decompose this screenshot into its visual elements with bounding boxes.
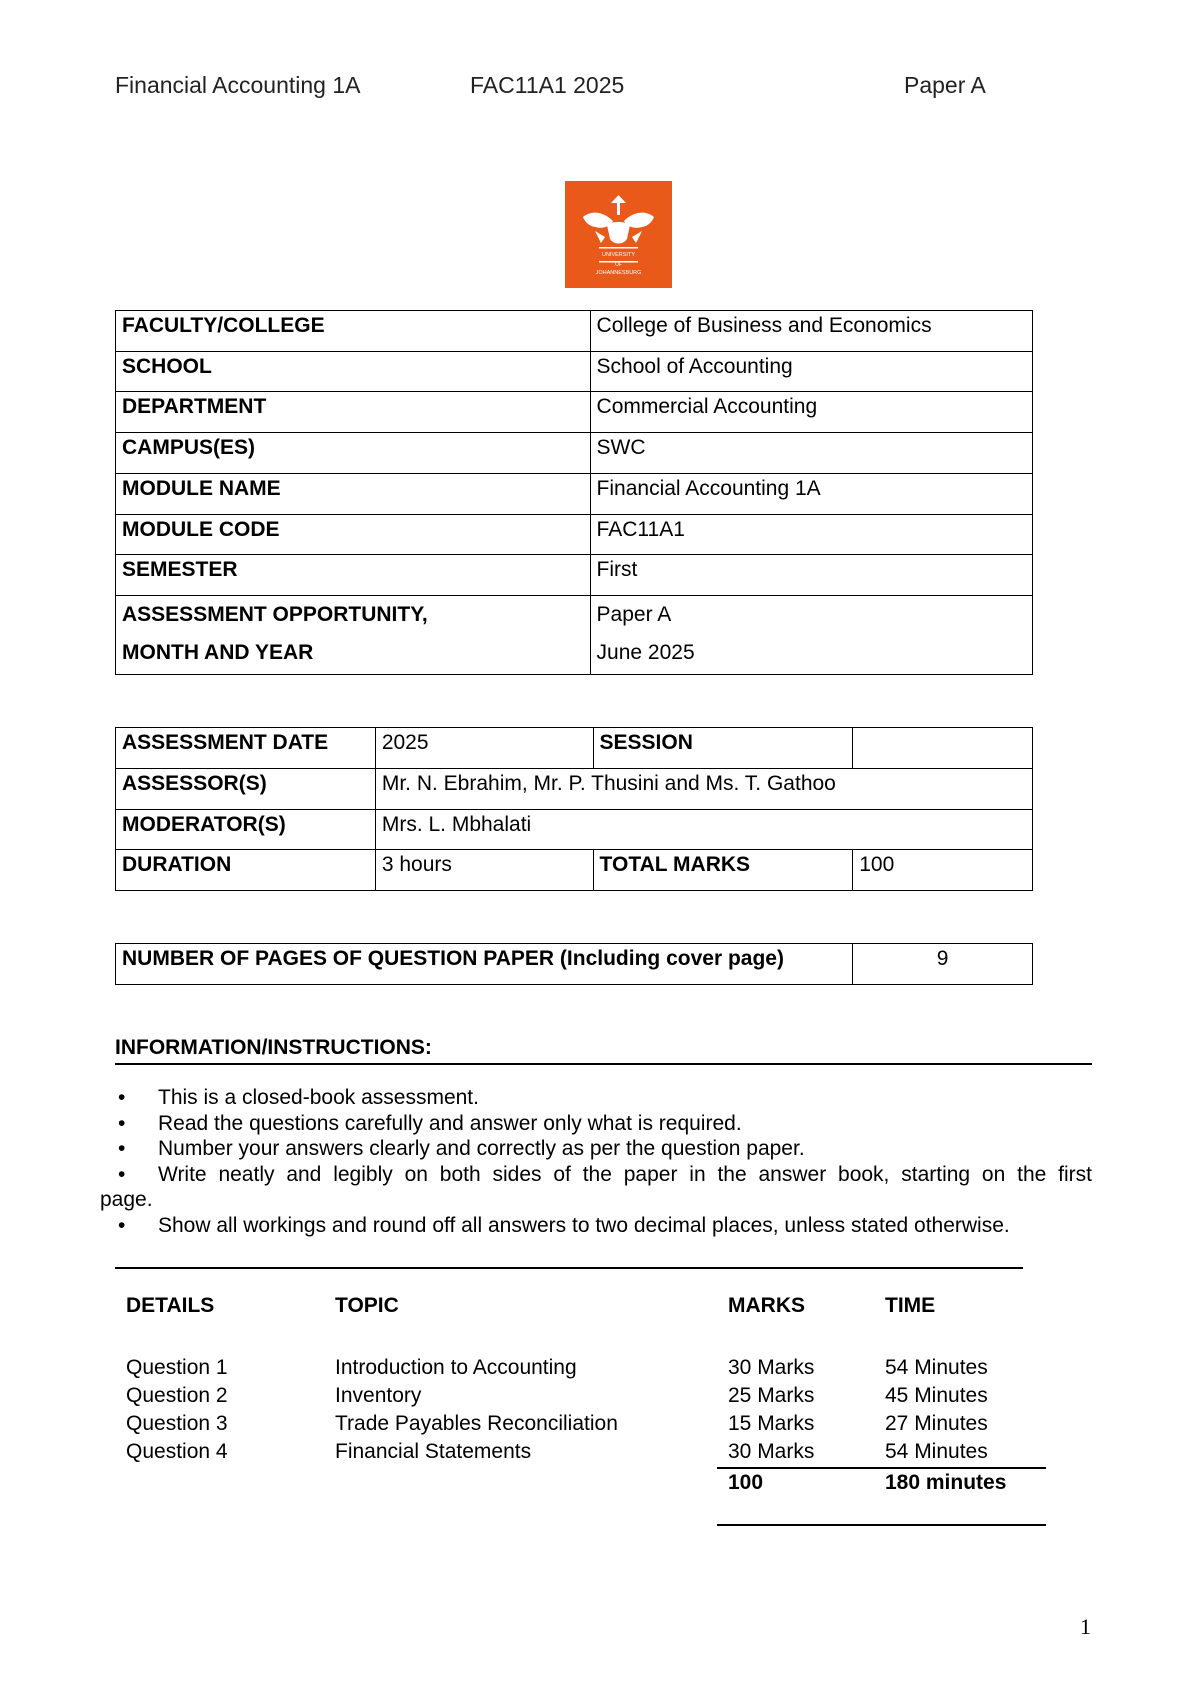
assessment-opportunity-value-line1: Paper A [596,603,672,626]
instruction-4-continued: page. [100,1188,153,1211]
table-row [116,944,1033,985]
school-label: SCHOOL [116,352,591,392]
pages-table [115,943,1033,985]
university-logo [565,181,672,288]
assessment-opportunity-label [116,596,591,675]
logo-text-university: UNIVERSITY [601,252,636,258]
topic-value: Introduction to Accounting [335,1356,577,1379]
total-marks-value: 100 [853,850,1033,891]
table-row [116,515,1033,555]
header-module: Financial Accounting 1A [115,72,361,98]
time-value: 54 Minutes [885,1440,988,1463]
campus-label: CAMPUS(ES) [116,433,591,474]
school-value: School of Accounting [590,352,1032,392]
module-code-value: FAC11A1 [590,515,1032,555]
logo-text-johannesburg: JOHANNESBURG [595,270,642,276]
topic-value: Inventory [335,1384,422,1407]
question-label: Question 2 [126,1384,228,1407]
marks-header: MARKS [728,1294,805,1317]
assessment-opportunity-label-line1: ASSESSMENT OPPORTUNITY, [122,603,428,626]
pages-label: NUMBER OF PAGES OF QUESTION PAPER (Including cover page) [116,944,853,985]
topic-header: TOPIC [335,1294,399,1317]
module-code-label: MODULE CODE [116,515,591,555]
table-row [116,392,1033,433]
assessment-opportunity-value [590,596,1032,675]
module-info-table [115,310,1033,675]
marks-value: 30 Marks [728,1356,815,1379]
university-crest-icon [565,181,672,288]
table-row [116,850,1033,891]
duration-value: 3 hours [375,850,593,891]
table-row [116,433,1033,474]
instructions-title: INFORMATION/INSTRUCTIONS: [115,1036,432,1059]
assessment-opportunity-label-line2: MONTH AND YEAR [122,641,314,664]
time-value: 54 Minutes [885,1356,988,1379]
header-code: FAC11A1 2025 [470,72,625,98]
question-label: Question 1 [126,1356,228,1379]
list-item: • Number your answers clearly and correctly as per the question paper. [100,1136,1092,1162]
marks-value: 25 Marks [728,1384,815,1407]
table-row [116,555,1033,596]
total-marks: 100 [728,1471,764,1494]
marks-value: 15 Marks [728,1412,815,1435]
page-number: 1 [1080,1614,1091,1639]
module-name-label: MODULE NAME [116,474,591,515]
instructions-divider-top [115,1063,1092,1065]
details-header: DETAILS [126,1294,215,1317]
campus-value: SWC [590,433,1032,474]
assessment-opportunity-value-line2: June 2025 [596,641,695,664]
assessment-date-label: ASSESSMENT DATE [116,728,376,769]
table-row [116,810,1033,850]
table-row [116,311,1033,352]
time-header: TIME [885,1294,936,1317]
moderators-value: Mrs. L. Mbhalati [375,810,1032,850]
assessment-date-value: 2025 [375,728,593,769]
instructions-divider-bottom [115,1267,1023,1269]
session-value [853,728,1033,769]
table-row [116,728,1033,769]
table-row [116,474,1033,515]
list-item: • Read the questions carefully and answer only what is required. [100,1111,1092,1137]
assessment-table [115,727,1033,891]
time-value: 27 Minutes [885,1412,988,1435]
instructions-list [100,1085,1092,1238]
department-label: DEPARTMENT [116,392,591,433]
header-paper: Paper A [904,72,986,98]
topic-value: Trade Payables Reconciliation [335,1412,618,1435]
list-item: • This is a closed-book assessment. [100,1085,1092,1111]
table-row [116,596,1033,675]
module-name-value: Financial Accounting 1A [590,474,1032,515]
session-label: SESSION [593,728,853,769]
totals-rule-bottom [717,1524,1046,1526]
marks-value: 30 Marks [728,1440,815,1463]
pages-value: 9 [853,944,1033,985]
list-item [100,1162,1092,1213]
instruction-4-text: • Write neatly and legibly on both sides of the paper in the answer book, starting on the first [158,1162,1092,1186]
logo-text-of: OF [615,262,622,268]
department-value: Commercial Accounting [590,392,1032,433]
duration-label: DURATION [116,850,376,891]
assessors-label: ASSESSOR(S) [116,769,376,810]
table-row [116,352,1033,392]
total-marks-label: TOTAL MARKS [593,850,853,891]
topic-value: Financial Statements [335,1440,532,1463]
list-item: • Show all workings and round off all answers to two decimal places, unless stated otherwise. [100,1213,1092,1239]
semester-label: SEMESTER [116,555,591,596]
semester-value: First [590,555,1032,596]
faculty-label: FACULTY/COLLEGE [116,311,591,352]
time-value: 45 Minutes [885,1384,988,1407]
question-label: Question 3 [126,1412,228,1435]
moderators-label: MODERATOR(S) [116,810,376,850]
table-row [116,769,1033,810]
assessors-value: Mr. N. Ebrahim, Mr. P. Thusini and Ms. T. Gathoo [375,769,1032,810]
total-time: 180 minutes [885,1471,1007,1494]
faculty-value: College of Business and Economics [590,311,1032,352]
question-label: Question 4 [126,1440,228,1463]
totals-rule-top [717,1467,1046,1469]
